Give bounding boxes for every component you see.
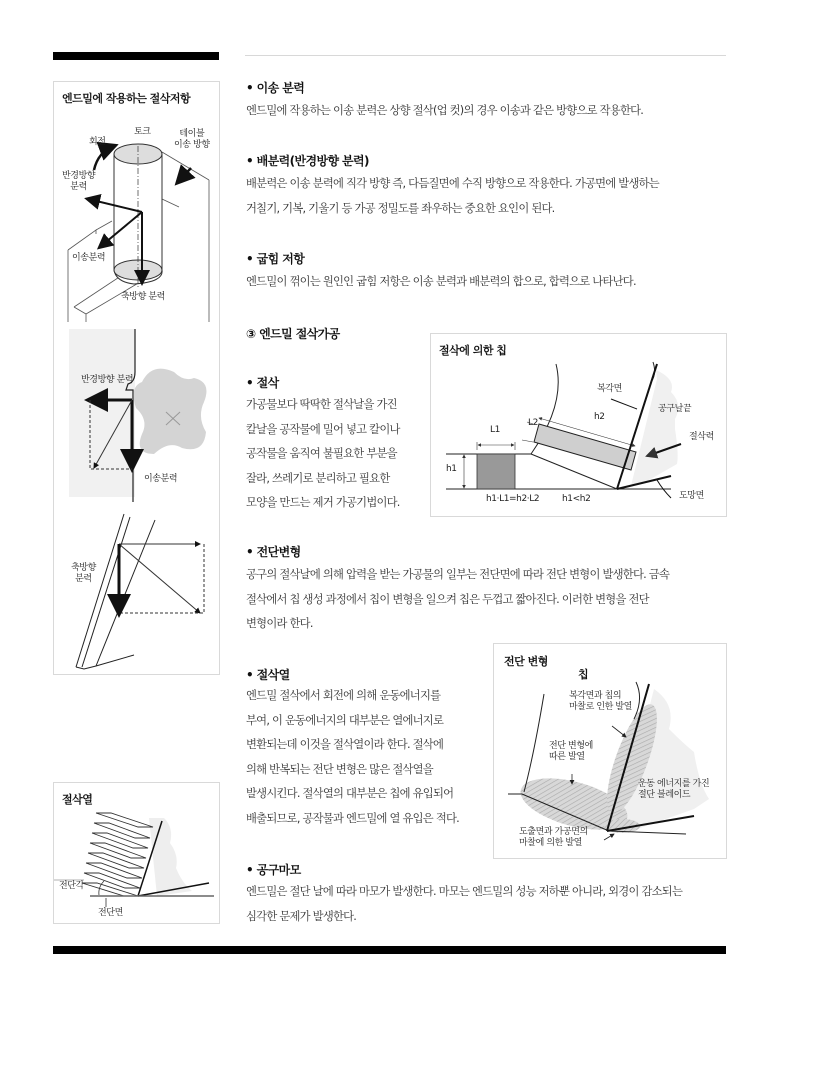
label-radial-force: 반경방향 분력 <box>62 171 96 192</box>
heading-wear: • 공구마모 <box>246 863 301 877</box>
label-feed-force: 이송분력 <box>72 253 106 263</box>
paragraph-radial-force: 배분력은 이송 분력에 직각 방향 즉, 다듬질면에 수직 방향으로 작용한다. 가공면에 발생하는 거칠기, 기복, 기울기 등 가공 정밀도를 좌우하는 중요한 요인이 된다. <box>246 177 659 215</box>
label-tool-edge: 공구날끝 <box>658 404 692 414</box>
heading-radial-force: • 배분력(반경방향 분력) <box>246 154 369 168</box>
label-shear-plane: 전단면 <box>98 908 123 918</box>
label-h2: h2 <box>594 412 605 422</box>
paragraph-bending: 엔드밀이 꺾이는 원인인 굽힘 저항은 이송 분력과 배분력의 합으로, 합력으로 나타난다. <box>246 275 636 288</box>
label-shear-angle: 전단각 <box>59 881 84 891</box>
label-rake-friction: 복각면과 칩의 마찰로 인한 발열 <box>569 691 632 712</box>
chip-formation-diagram <box>431 334 726 516</box>
label-axial-force-2: 축방향 분력 <box>71 563 96 584</box>
figure-cutting-resistance <box>53 81 220 675</box>
paragraph-shear: 공구의 절삭날에 의해 압력을 받는 가공물의 일부는 전단면에 따라 전단 변형이 발생한다. 금속 절삭에서 칩 생성 과정에서 칩이 변형을 일으켜 칩은 두껍고 짧아진다. 이러한 변형을 전단 변형이라 한다. <box>246 568 670 630</box>
cutting-heat-diagram <box>54 783 219 923</box>
paragraph-cutting: 가공물보다 딱딱한 절삭날을 가진 칼날을 공작물에 밀어 넣고 칼이나 공작물을 움직여 불필요한 부분을 잘라, 쓰레기로 분리하고 필요한 모양을 만드는 제거 가공기법이다. <box>246 398 400 509</box>
figure-title: 절삭열 <box>62 793 93 806</box>
axial-force-diagram <box>54 82 219 674</box>
shear-heat-diagram <box>494 644 726 858</box>
label-table-feed: 테이블 이송 방향 <box>174 129 210 150</box>
heading-cutting: • 절삭 <box>246 376 279 390</box>
label-blade: 운동 에너지를 가진 절단 블레이드 <box>638 779 710 800</box>
chip-after-band <box>534 424 636 470</box>
label-chip: 칩 <box>578 668 589 681</box>
bottom-decorative-bar <box>53 946 726 954</box>
figure-title: 엔드밀에 작용하는 절삭저항 <box>62 92 191 105</box>
figure-title: 전단 변형 <box>504 655 548 668</box>
label-torque: 토크 <box>134 127 151 137</box>
label-equation: h1·L1=h2·L2 <box>486 494 540 504</box>
heading-endmill-cutting: ③ 엔드밀 절삭가공 <box>246 327 340 341</box>
label-radial-force-2: 반경방향 분력 <box>81 375 134 385</box>
paragraph-heat: 엔드밀 절삭에서 회전에 의해 운동에너지를 부여, 이 운동에너지의 대부분은 열에너지로 변환되는데 이것을 절삭열이라 한다. 절삭에 의해 반복되는 전단 변형은 많은 절삭열을 발생시킨다. 절삭열의 대부분은 칩에 유입되어 배출되므로, 공작물과 엔드밀에 열 유입은 적다. <box>246 689 459 825</box>
figure-title: 절삭에 의한 칩 <box>439 344 507 357</box>
heading-feed-force: • 이송 분력 <box>246 81 305 95</box>
label-h1: h1 <box>446 464 457 474</box>
label-flank-friction: 도출면과 가공면의 마찰에 의한 발열 <box>519 827 588 848</box>
label-L1: L1 <box>490 425 500 435</box>
top-divider <box>245 55 726 56</box>
label-rake-face: 복각면 <box>597 384 622 394</box>
figure-cutting-heat <box>53 782 220 924</box>
label-inequality: h1<h2 <box>562 494 591 504</box>
heading-heat: • 절삭열 <box>246 668 290 682</box>
label-cutting-force: 절삭력 <box>689 432 714 442</box>
label-feed-force-2: 이송분력 <box>144 474 178 484</box>
heading-bending: • 굽힘 저항 <box>246 252 305 266</box>
label-L2: L2 <box>528 418 538 428</box>
paragraph-wear: 엔드밀은 절단 날에 따라 마모가 발생한다. 마모는 엔드밀의 성능 저하뿐 아니라, 외경이 감소되는 심각한 문제가 발생한다. <box>246 885 683 923</box>
chip-before-block <box>477 454 515 489</box>
label-axial-force: 축방향 분력 <box>121 292 165 302</box>
paragraph-feed-force: 엔드밀에 작용하는 이송 분력은 상향 절삭(업 컷)의 경우 이송과 같은 방향으로 작용한다. <box>246 104 644 117</box>
figure-shear-deformation <box>493 643 727 859</box>
figure-chip-by-cutting <box>430 333 727 517</box>
label-flank-face: 도망면 <box>679 491 704 501</box>
label-shear-heat: 전단 변형에 따른 발열 <box>549 741 593 762</box>
label-rotation: 회전 <box>89 137 106 147</box>
top-decorative-bar <box>53 52 219 60</box>
heading-shear: • 전단변형 <box>246 545 301 559</box>
